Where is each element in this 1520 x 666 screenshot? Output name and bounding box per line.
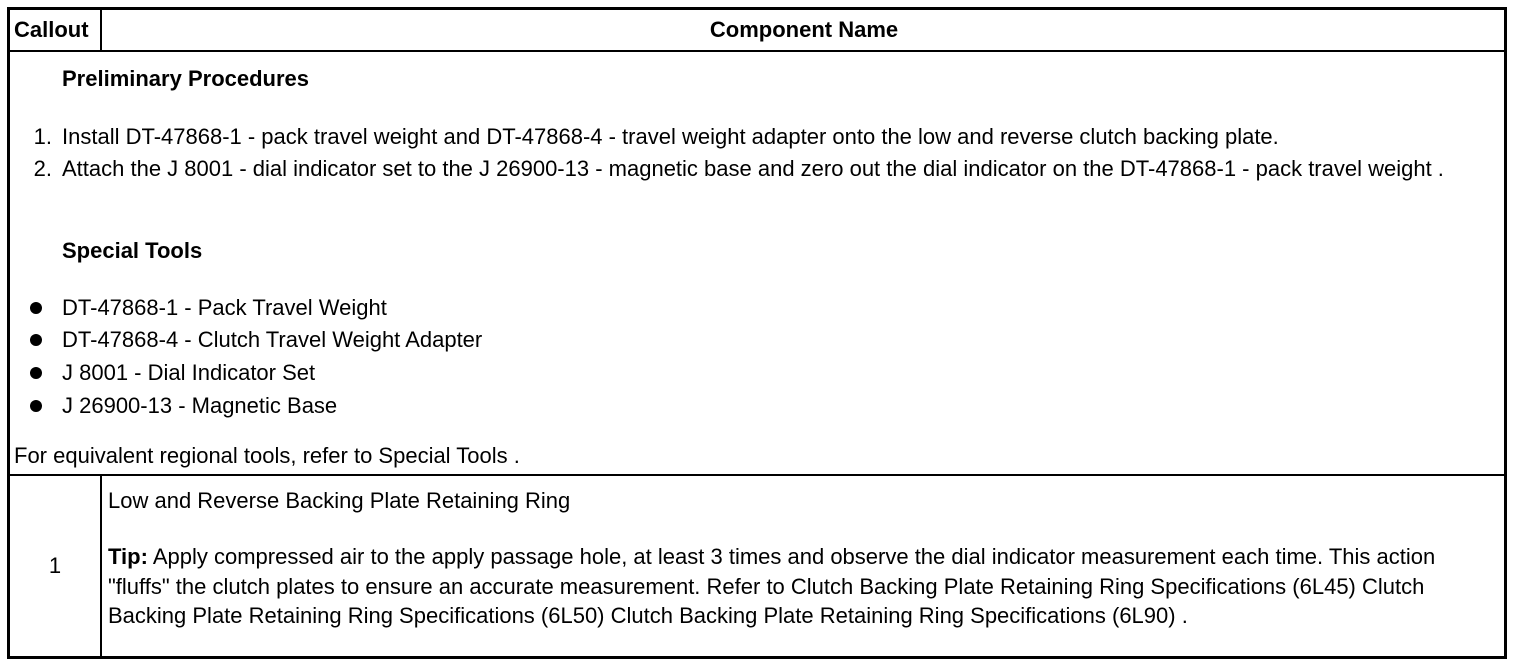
table-row — [10, 476, 1504, 656]
step-number: 1. — [33, 124, 52, 149]
tool-text: DT-47868-4 - Clutch Travel Weight Adapter — [62, 327, 483, 352]
preliminary-procedures-title: Preliminary Procedures — [62, 66, 310, 91]
callout-column-header: Callout — [10, 10, 102, 50]
tool-text: J 26900-13 - Magnetic Base — [62, 393, 338, 418]
tool-text: J 8001 - Dial Indicator Set — [62, 360, 316, 385]
special-tools-title: Special Tools — [62, 238, 203, 263]
tool-text: DT-47868-1 - Pack Travel Weight — [62, 295, 387, 320]
bullet-icon — [30, 367, 42, 379]
component-name-column-header: Component Name — [709, 17, 899, 42]
tip-text: Apply compressed air to the apply passage hole, at least 3 times and observe the dial indicator measurement each time. This action "fluffs" the clutch plates to ensure an accurate measurement. Refer to Clutch Backing Plate Retaining Ring Specifications (6L45) Clutch Backing Plate Retaining Ring Specifications (6L50) Clutch Backing Plate Retaining Ring Specifications (6L90) . — [108, 544, 1436, 628]
tip-note — [108, 542, 1500, 631]
callout-number: 1 — [10, 476, 102, 656]
bullet-icon — [30, 334, 42, 346]
component-name: Low and Reverse Backing Plate Retaining Ring — [108, 488, 571, 513]
regional-tools-reference: For equivalent regional tools, refer to Special Tools . — [14, 443, 520, 468]
table-header-row — [10, 10, 1504, 52]
preliminary-procedures-cell — [10, 52, 1504, 476]
step-text: Install DT-47868-1 - pack travel weight and DT-47868-4 - travel weight adapter onto the low and reverse clutch backing plate. — [62, 124, 1279, 149]
step-number: 2. — [33, 156, 52, 181]
step-text: Attach the J 8001 - dial indicator set to the J 26900-13 - magnetic base and zero out the dial indicator on the DT-47868-1 - pack travel weight . — [62, 156, 1444, 181]
bullet-icon — [30, 302, 42, 314]
component-table — [7, 7, 1507, 659]
tip-label: Tip: — [108, 544, 148, 569]
bullet-icon — [30, 400, 42, 412]
